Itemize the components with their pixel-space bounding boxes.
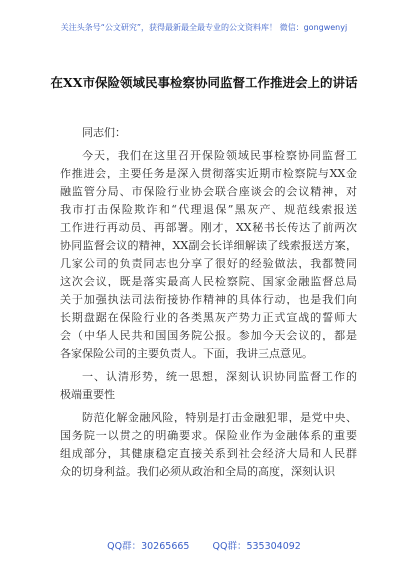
paragraph-line: 融监管分局、市保险行业协会联合座谈会的会议精神，对 [60,186,357,197]
paragraph-line: 我市打击保险欺诈和“代理退保”黑灰产、规范线索报送 [60,204,357,215]
document-title: 在XX市保险领域民事检察协同监督工作推进会上的讲话 [50,75,358,90]
paragraph-line: 各家保险公司的主要负责人。下面，我讲三点意见。 [60,348,313,359]
paragraph-line: 今天，我们在这里召开保险领域民事检察协同监督工 [82,150,357,161]
paragraph-line: 国务院一以贯之的明确要求。保险业作为金融体系的重要 [60,430,357,441]
footer-qq-group-1: QQ群：30265665 [107,541,190,552]
footer-qq-group-2: QQ群：535304092 [212,541,301,552]
paragraph-line: 会（中华人民共和国国务院公报。参加今天会议的，都是 [60,330,357,341]
footer-contacts [0,538,408,552]
paragraph-line: 长期盘踞在保险行业的各类黑灰产势力正式宣战的誓师大 [60,312,357,323]
paragraph-line: 组成部分，其健康稳定直接关系到社会经济大局和人民群 [60,448,357,459]
header-note: 关注头条号“公文研究”，获得最新最全最专业的公文资料库！ 微信：gongwenyj [60,23,348,32]
paragraph-line: 防范化解金融风险，特别是打击金融犯罪，是党中央、 [82,412,357,423]
paragraph-line: 几家公司的负责同志也分享了很好的经验做法，我都赞同 [60,258,357,269]
paragraph-line: 这次会议，既是落实最高人民检察院、国家金融监督总局 [60,276,357,287]
paragraph-line: 关于加强执法司法衔接协作精神的具体行动，也是我们向 [60,294,357,305]
section-heading: 一、认清形势，统一思想，深刻认识协同监督工作的 [82,371,357,382]
paragraph-line: 协同监督会议的精神，XX副会长详细解读了线索报送方案， [60,240,357,251]
salutation: 同志们： [82,127,126,138]
paragraph-line: 工作进行再动员、再部署。刚才，XX秘书长传达了前两次 [60,222,357,233]
paragraph-line: 众的切身利益。我们必须从政治和全局的高度，深刻认识 [60,466,335,477]
section-heading: 极端重要性 [60,389,115,400]
paragraph-line: 作推进会，主要任务是深入贯彻落实近期市检察院与XX金 [60,168,357,179]
